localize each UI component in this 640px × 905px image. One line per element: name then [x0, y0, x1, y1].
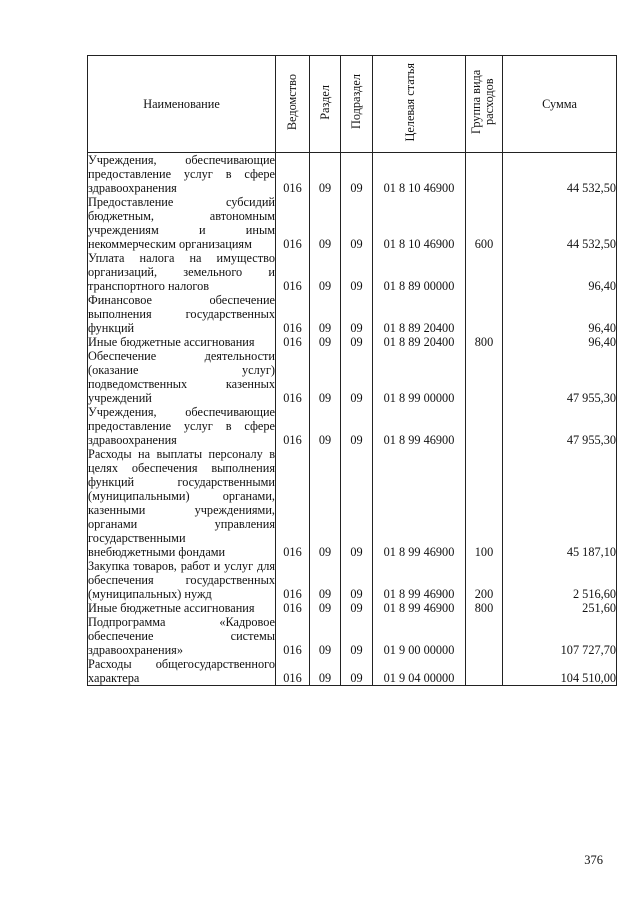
row-name: Предоставление субсидий бюджетным, автономным учреждениям и иным некоммерческим организациям	[88, 195, 275, 251]
row-name: Обеспечение деятельности (оказание услуг) подведомственных казенных учреждений	[88, 349, 275, 405]
row-vedomstvo: 016	[276, 559, 310, 601]
row-razdel: 09	[310, 153, 341, 196]
row-vedomstvo: 016	[276, 335, 310, 349]
row-gruppa-vida-rashodov: 600	[466, 195, 503, 251]
row-razdel: 09	[310, 615, 341, 657]
table-row	[88, 405, 617, 447]
table-row	[88, 153, 617, 196]
row-name: Уплата налога на имущество организаций, земельного и транспортного налогов	[88, 251, 275, 293]
row-summa: 96,40	[503, 251, 617, 293]
table-row	[88, 601, 617, 615]
row-summa: 44 532,50	[503, 195, 617, 251]
table-row	[88, 615, 617, 657]
row-gruppa-vida-rashodov	[466, 153, 503, 196]
table-row	[88, 559, 617, 601]
header-name: Наименование	[88, 56, 276, 153]
table-row	[88, 293, 617, 335]
table-row	[88, 447, 617, 559]
header-gruppa-vida-rashodov	[466, 56, 503, 153]
header-podrazdel-label: Подраздел	[349, 74, 363, 130]
row-vedomstvo: 016	[276, 405, 310, 447]
table-row	[88, 335, 617, 349]
row-summa: 44 532,50	[503, 153, 617, 196]
row-celevaya-statya: 01 8 99 46900	[373, 447, 466, 559]
row-razdel: 09	[310, 251, 341, 293]
row-celevaya-statya: 01 8 89 00000	[373, 251, 466, 293]
header-razdel	[310, 56, 341, 153]
row-name: Учреждения, обеспечивающие предоставление услуг в сфере здравоохранения	[88, 405, 275, 447]
row-celevaya-statya: 01 8 99 46900	[373, 559, 466, 601]
row-podrazdel: 09	[341, 195, 373, 251]
row-summa: 96,40	[503, 335, 617, 349]
row-podrazdel: 09	[341, 601, 373, 615]
row-gruppa-vida-rashodov	[466, 615, 503, 657]
row-vedomstvo: 016	[276, 615, 310, 657]
table-row	[88, 195, 617, 251]
row-gruppa-vida-rashodov: 800	[466, 335, 503, 349]
row-vedomstvo: 016	[276, 349, 310, 405]
row-celevaya-statya: 01 8 89 20400	[373, 293, 466, 335]
header-summa: Сумма	[503, 56, 617, 153]
table-header	[88, 56, 617, 153]
row-gruppa-vida-rashodov: 100	[466, 447, 503, 559]
row-celevaya-statya: 01 8 99 46900	[373, 405, 466, 447]
row-podrazdel: 09	[341, 335, 373, 349]
row-podrazdel: 09	[341, 405, 373, 447]
row-summa: 47 955,30	[503, 405, 617, 447]
row-name: Иные бюджетные ассигнования	[88, 335, 276, 349]
row-razdel: 09	[310, 349, 341, 405]
row-razdel: 09	[310, 195, 341, 251]
row-gruppa-vida-rashodov	[466, 657, 503, 686]
row-vedomstvo: 016	[276, 447, 310, 559]
page-number: 376	[584, 853, 603, 867]
row-gruppa-vida-rashodov	[466, 405, 503, 447]
row-name: Учреждения, обеспечивающие предоставление услуг в сфере здравоохранения	[88, 153, 275, 195]
row-vedomstvo: 016	[276, 251, 310, 293]
row-celevaya-statya: 01 8 99 46900	[373, 601, 466, 615]
row-gruppa-vida-rashodov: 200	[466, 559, 503, 601]
row-vedomstvo: 016	[276, 153, 310, 196]
row-gruppa-vida-rashodov: 800	[466, 601, 503, 615]
table-row	[88, 251, 617, 293]
row-razdel: 09	[310, 335, 341, 349]
row-name: Финансовое обеспечение выполнения государственных функций	[88, 293, 275, 335]
row-celevaya-statya: 01 9 00 00000	[373, 615, 466, 657]
row-vedomstvo: 016	[276, 195, 310, 251]
row-podrazdel: 09	[341, 349, 373, 405]
row-vedomstvo: 016	[276, 657, 310, 686]
budget-table	[87, 55, 617, 686]
row-summa: 45 187,10	[503, 447, 617, 559]
row-summa: 96,40	[503, 293, 617, 335]
row-podrazdel: 09	[341, 615, 373, 657]
table-body	[88, 153, 617, 686]
row-celevaya-statya: 01 8 10 46900	[373, 153, 466, 196]
row-summa: 104 510,00	[503, 657, 617, 686]
row-celevaya-statya: 01 8 99 00000	[373, 349, 466, 405]
row-gruppa-vida-rashodov	[466, 349, 503, 405]
row-razdel: 09	[310, 405, 341, 447]
row-podrazdel: 09	[341, 559, 373, 601]
row-razdel: 09	[310, 559, 341, 601]
header-celevaya-statya	[373, 56, 466, 153]
row-razdel: 09	[310, 601, 341, 615]
table-row	[88, 349, 617, 405]
row-celevaya-statya: 01 9 04 00000	[373, 657, 466, 686]
row-podrazdel: 09	[341, 657, 373, 686]
row-name: Расходы на выплаты персоналу в целях обеспечения выполнения функций государственными (муниципальными) органами, казенными учреждениями, органами управления государственными внебюджетными фондами	[88, 447, 275, 559]
row-gruppa-vida-rashodov	[466, 293, 503, 335]
row-vedomstvo: 016	[276, 601, 310, 615]
row-podrazdel: 09	[341, 153, 373, 196]
row-summa: 2 516,60	[503, 559, 617, 601]
header-vedomstvo	[276, 56, 310, 153]
row-razdel: 09	[310, 293, 341, 335]
row-summa: 47 955,30	[503, 349, 617, 405]
row-celevaya-statya: 01 8 10 46900	[373, 195, 466, 251]
row-name: Иные бюджетные ассигнования	[88, 601, 276, 615]
header-vedomstvo-label: Ведомство	[285, 73, 299, 131]
row-podrazdel: 09	[341, 447, 373, 559]
row-name: Расходы общегосударственного характера	[88, 657, 275, 685]
header-gruppa-label: Группа вида расходов	[469, 69, 496, 135]
row-podrazdel: 09	[341, 251, 373, 293]
row-razdel: 09	[310, 657, 341, 686]
row-celevaya-statya: 01 8 89 20400	[373, 335, 466, 349]
row-name: Закупка товаров, работ и услуг для обеспечения государственных (муниципальных) нужд	[88, 559, 275, 601]
header-razdel-label: Раздел	[317, 84, 332, 120]
row-vedomstvo: 016	[276, 293, 310, 335]
row-razdel: 09	[310, 447, 341, 559]
header-podrazdel	[341, 56, 373, 153]
row-name: Подпрограмма «Кадровое обеспечение системы здравоохранения»	[88, 615, 275, 657]
row-summa: 107 727,70	[503, 615, 617, 657]
row-summa: 251,60	[503, 601, 617, 615]
row-podrazdel: 09	[341, 293, 373, 335]
row-gruppa-vida-rashodov	[466, 251, 503, 293]
header-celevaya-label: Целевая статья	[403, 62, 417, 142]
table-row	[88, 657, 617, 686]
